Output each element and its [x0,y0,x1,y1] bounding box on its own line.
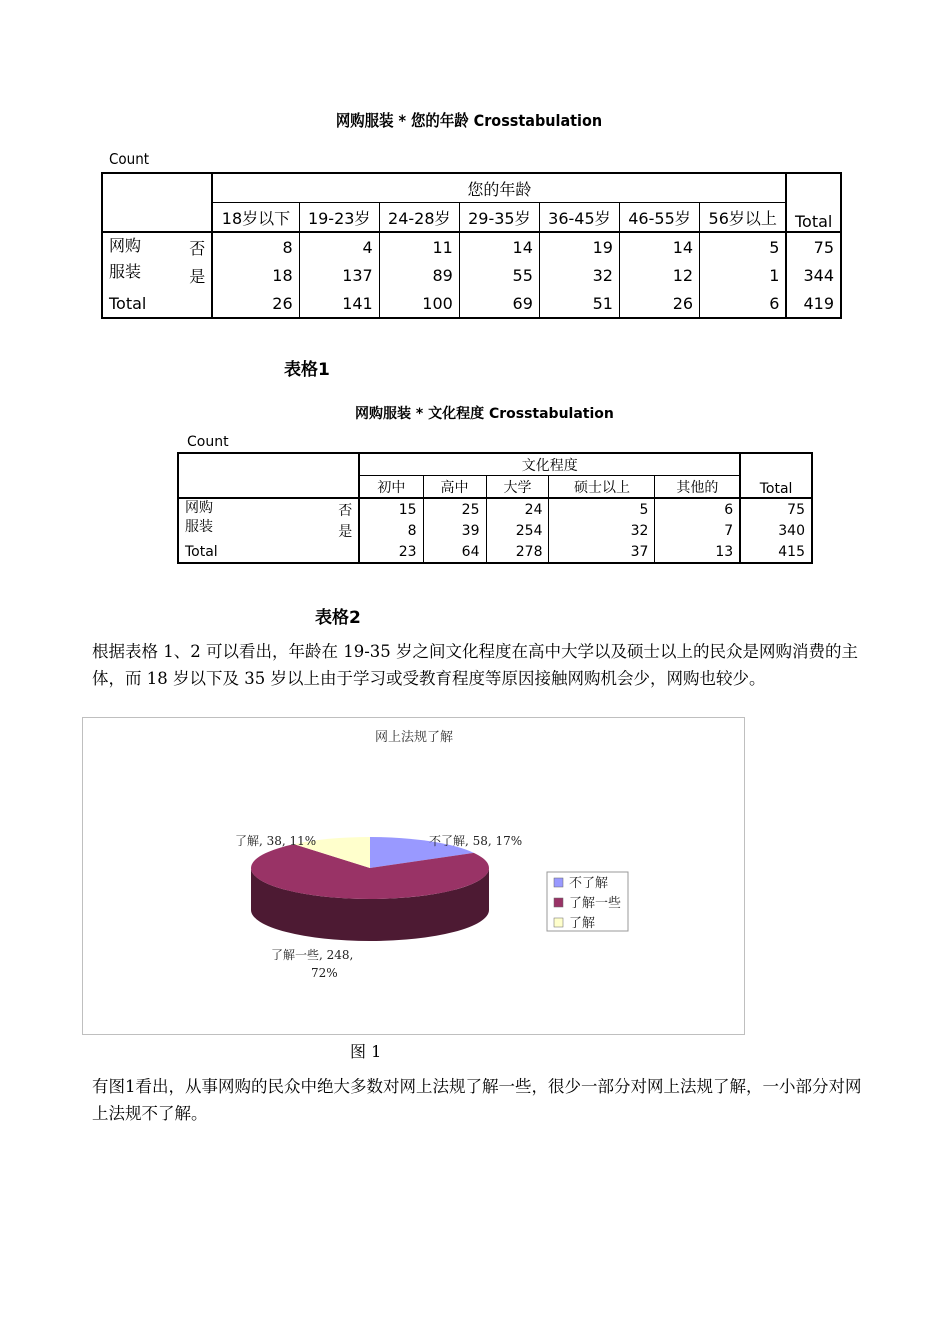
table1-cell: 137 [299,261,379,289]
legend-swatch-0 [554,878,563,887]
legend-label-1: 了解一些 [569,896,622,911]
table2-grand-total: 415 [740,541,812,563]
table1-cell: 8 [212,232,299,261]
table1-cell: 11 [379,232,459,261]
table2-cell: 254 [486,520,549,541]
table2-col-header: 其他的 [655,476,740,499]
table2-total-cell: 278 [486,541,549,563]
table1-col-header: 18岁以下 [212,203,299,233]
chart-title: 网上法规了解 [374,730,454,745]
table2-row-label: 是 [338,523,353,540]
table1-cell: 14 [619,232,699,261]
table1-cell: 4 [299,232,379,261]
table2-count-label: Count [187,434,229,450]
table1-row-total: 75 [786,232,841,261]
table1-col-header: 46-55岁 [619,203,699,233]
table2-row-label: 否 [287,498,359,520]
legend-swatch-2 [554,918,563,927]
table2-total-cell: 23 [359,541,423,563]
table2-col-header: 初中 [359,476,423,499]
table1-col-header: 24-28岁 [379,203,459,233]
table2-cell: 24 [486,498,549,520]
slice-label-1-line2: 72% [311,966,338,980]
chart-legend [547,872,628,931]
table1-total-cell: 51 [539,289,619,318]
table1-cell: 19 [539,232,619,261]
analysis-paragraph-2: 有图1看出，从事网购的民众中绝大多数对网上法规了解一些，很少一部分对网上法规了解，一小部分对网上法规不了解。 [92,1077,862,1123]
table1-cell: 1 [700,261,787,289]
table1-total-cell: 6 [700,289,787,318]
table2-cell: 5 [549,498,655,520]
legend-label-0: 不了解 [569,876,609,891]
table2-total-cell: 37 [549,541,655,563]
table1-row-total: 344 [786,261,841,289]
table1-total-label: Total [102,289,212,318]
table2-row-var-line1: 网购 [185,500,213,516]
table1-col-header: 19-23岁 [299,203,379,233]
table1-corner [102,173,212,232]
table2-cell: 25 [423,498,486,520]
slice-label-2: 了解, 38, 11% [235,834,317,848]
pie-chart [83,718,744,1034]
table2-total-cell: 64 [423,541,486,563]
table2-col-header: 硕士以上 [549,476,655,499]
table1-row-var [102,232,169,289]
table1-cell: 5 [700,232,787,261]
table2-row-total: 340 [740,520,812,541]
table2-cell: 15 [359,498,423,520]
table2-title: 网购服装 * 文化程度 Crosstabulation [355,406,614,422]
table1-row-label: 否 [169,232,212,261]
table1-cell: 32 [539,261,619,289]
table1-cell: 18 [212,261,299,289]
table1-total-cell: 69 [459,289,539,318]
table2-cell: 39 [423,520,486,541]
table1-row-var-line1: 网购 [109,236,142,255]
legend-swatch-1 [554,898,563,907]
pie-chart-frame [82,717,745,1035]
table2-col-header: 大学 [486,476,549,499]
table1-total-cell: 26 [212,289,299,318]
table1-title: 网购服装 * 您的年龄 Crosstabulation [335,111,603,130]
table2-corner [178,453,359,498]
table2-row-total: 75 [740,498,812,520]
legend-label-2: 了解 [569,916,596,931]
table2-cell: 32 [549,520,655,541]
table1-cell: 89 [379,261,459,289]
table2-col-header: 高中 [423,476,486,499]
table2-row-var-line2: 服装 [185,519,213,535]
table2-caption: 表格2 [315,608,361,628]
table1-grand-total: 419 [786,289,841,318]
table1-cell: 55 [459,261,539,289]
table1-col-header: 56岁以上 [700,203,787,233]
table1-cell: 12 [619,261,699,289]
slice-label-1-line1: 了解一些, 248, [271,948,354,962]
table1-total-cell: 100 [379,289,459,318]
slice-label-0: 不了解, 58, 17% [429,834,523,848]
table1-row-var-line2: 服装 [109,262,142,281]
table2-total-cell: 13 [655,541,740,563]
table1-col-header: 29-35岁 [459,203,539,233]
table1-count-label: Count [109,150,150,168]
table1-caption: 表格1 [284,360,330,380]
table2-cell: 7 [655,520,740,541]
table1-group-header: 您的年龄 [212,173,786,203]
table1-total-header: Total [786,173,841,232]
age-crosstab-table [101,172,842,319]
table2-row-var [178,498,287,541]
table2-cell: 6 [655,498,740,520]
table2-total-header: Total [740,453,812,498]
figure-caption: 图 1 [350,1042,382,1061]
table2-total-label: Total [178,541,359,563]
education-crosstab-table [177,452,813,564]
analysis-paragraph-1: 根据表格 1、2 可以看出，年龄在 19-35 岁之间文化程度在高中大学以及硕士以上的民众是网购消费的主体，而 18 岁以下及 35 岁以上由于学习或受教育程度等原因接触网购机会少，网购也较少。 [92,642,859,688]
pie-slices [251,837,489,941]
table1-total-cell: 26 [619,289,699,318]
table1-total-cell: 141 [299,289,379,318]
table1-cell: 14 [459,232,539,261]
table1-row-label: 是 [189,266,206,286]
table2-cell: 8 [359,520,423,541]
table2-group-header: 文化程度 [359,453,740,476]
table1-col-header: 36-45岁 [539,203,619,233]
